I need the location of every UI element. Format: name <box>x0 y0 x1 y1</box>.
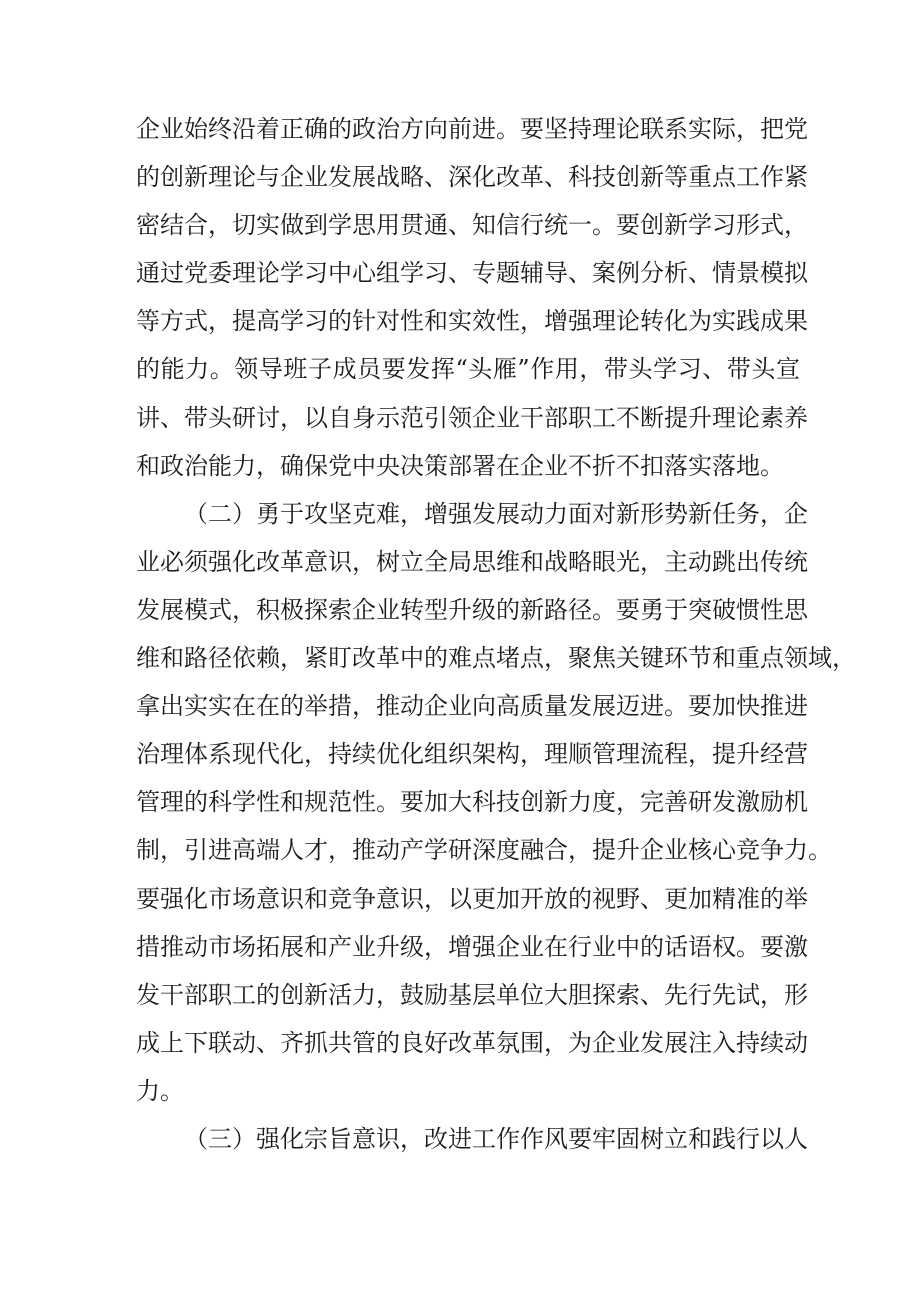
text-line: 通过党委理论学习中心组学习、专题辅导、案例分析、情景模拟 <box>136 259 808 288</box>
text-line: 业必须强化改革意识，树立全局思维和战略眼光，主动跳出传统 <box>136 547 808 576</box>
text-line: （三）强化宗旨意识，改进工作作风要牢固树立和践行以人 <box>184 1124 808 1153</box>
text-line: 要强化市场意识和竞争意识，以更加开放的视野、更加精准的举 <box>136 884 808 913</box>
text-line: 管理的科学性和规范性。要加大科技创新力度，完善研发激励机 <box>136 788 808 817</box>
text-line: 制，引进高端人才，推动产学研深度融合，提升企业核心竞争力。 <box>136 836 832 865</box>
text-line: 的创新理论与企业发展战略、深化改革、科技创新等重点工作紧 <box>136 163 808 192</box>
text-line: 和政治能力，确保党中央决策部署在企业不折不扣落实落地。 <box>136 451 784 480</box>
text-line: 的能力。领导班子成员要发挥“头雁”作用，带头学习、带头宣 <box>136 355 800 384</box>
text-line: 力。 <box>136 1076 184 1105</box>
text-line: 拿出实实在在的举措，推动企业向高质量发展迈进。要加快推进 <box>136 692 808 721</box>
text-line: 措推动市场拓展和产业升级，增强企业在行业中的话语权。要激 <box>136 932 808 961</box>
text-line: 发干部职工的创新活力，鼓励基层单位大胆探索、先行先试，形 <box>136 980 808 1009</box>
paragraph-3 <box>136 1115 808 1163</box>
text-line: （二）勇于攻坚克难，增强发展动力面对新形势新任务，企 <box>184 499 808 528</box>
document-body <box>136 105 856 1163</box>
text-line: 企业始终沿着正确的政治方向前进。要坚持理论联系实际，把党 <box>136 115 808 143</box>
paragraph-2 <box>136 490 856 1115</box>
text-line: 成上下联动、齐抓共管的良好改革氛围，为企业发展注入持续动 <box>136 1028 808 1057</box>
text-line: 发展模式，积极探索企业转型升级的新路径。要勇于突破惯性思 <box>136 595 808 624</box>
text-line: 维和路径依赖，紧盯改革中的难点堵点，聚焦关键环节和重点领域， <box>136 644 856 673</box>
text-line: 讲、带头研讨，以自身示范引领企业干部职工不断提升理论素养 <box>136 403 808 432</box>
text-line: 密结合，切实做到学思用贯通、知信行统一。要创新学习形式， <box>136 211 808 240</box>
text-line: 等方式，提高学习的针对性和实效性，增强理论转化为实践成果 <box>136 307 808 336</box>
paragraph-1 <box>136 105 808 490</box>
text-line: 治理体系现代化，持续优化组织架构，理顺管理流程，提升经营 <box>136 740 808 769</box>
